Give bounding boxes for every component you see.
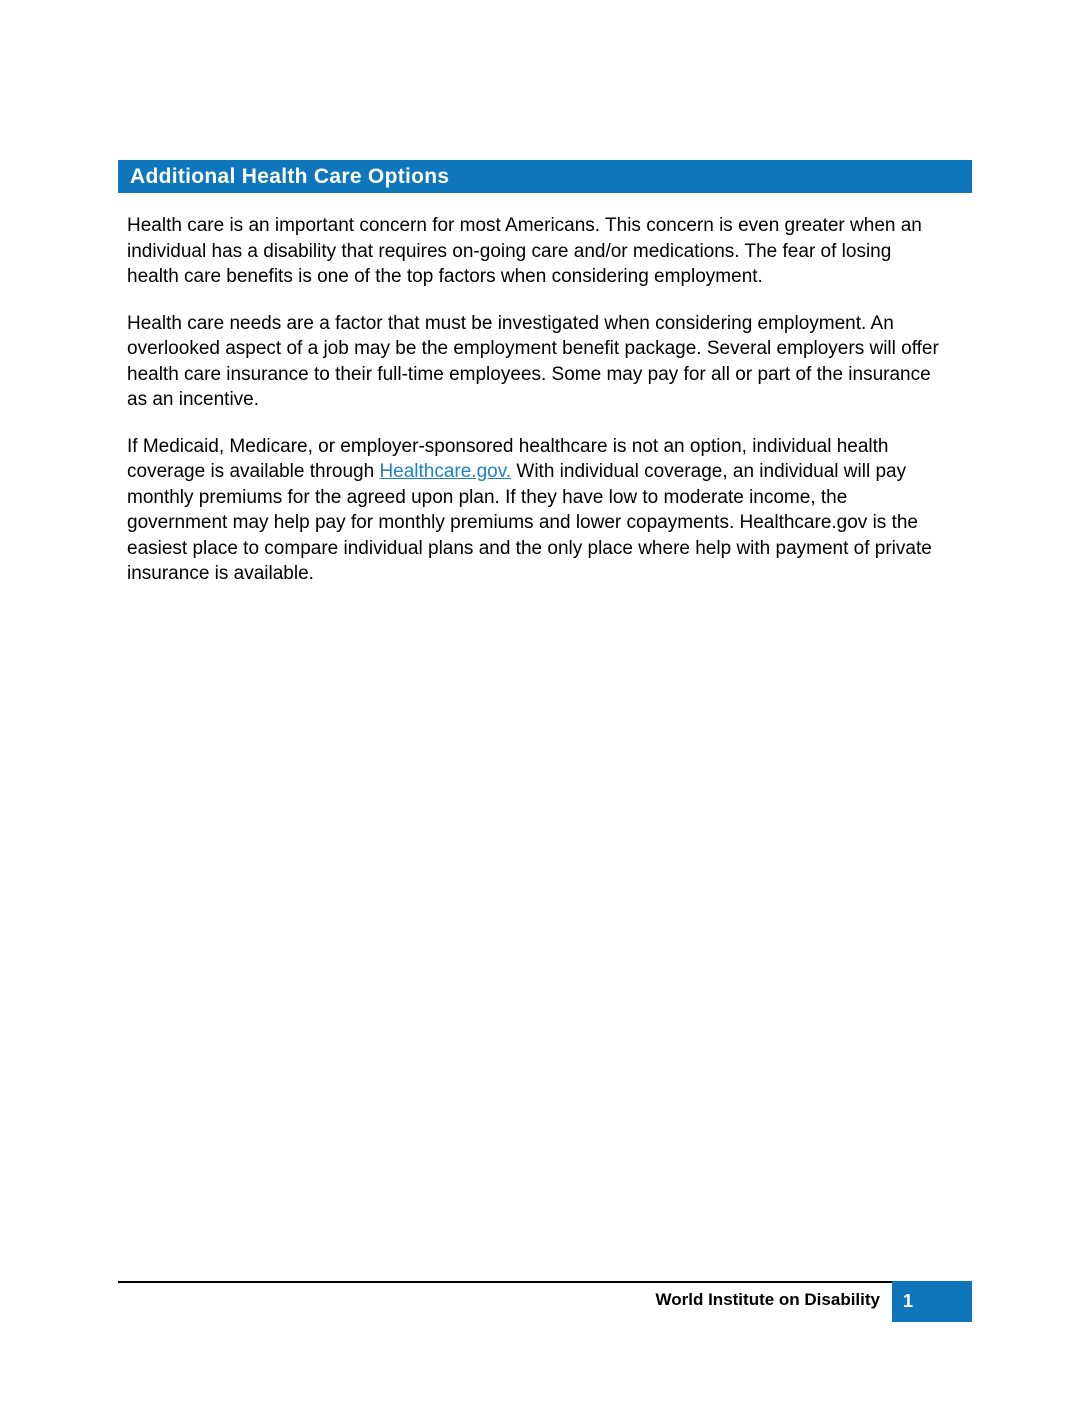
page-number-box (892, 1281, 972, 1322)
section-heading-title: Additional Health Care Options (130, 164, 450, 188)
page-footer (118, 1281, 972, 1322)
paragraph-health-care-needs: Health care needs are a factor that must be investigated when considering employment. An overlooked aspect of a job may be the employment benefit package. Several employers will offer health care insurance to their full-time employees. Some may pay for all or part of the insurance as an incentive. (127, 312, 939, 410)
footer-organization-name: World Institute on Disability (655, 1290, 880, 1309)
document-content (118, 160, 972, 608)
healthcare-gov-link[interactable]: Healthcare.gov. (379, 461, 512, 482)
page-number: 1 (903, 1291, 914, 1311)
paragraph-health-care-concern: Health care is an important concern for most Americans. This concern is even greater when an individual has a disability that requires on-going care and/or medications. The fear of losing health care benefits is one of the top factors when considering employment. (127, 215, 922, 287)
paragraph-individual-coverage (127, 434, 939, 587)
paragraph-text-after-link: With individual coverage, an individual will pay monthly premiums for the agreed upon plan. If they have low to moderate income, the government may help pay for monthly premiums and lower copayments. Healthcare.gov is the easiest place to compare individual plans and the only place where help with payment of private insurance is available. (127, 461, 932, 584)
paragraph-text-before-link: If Medicaid, Medicare, or employer-sponsored healthcare is not an option, individual health coverage is available through (127, 435, 889, 482)
footer-rule-and-org (118, 1281, 892, 1310)
section-heading-bar (118, 160, 972, 193)
